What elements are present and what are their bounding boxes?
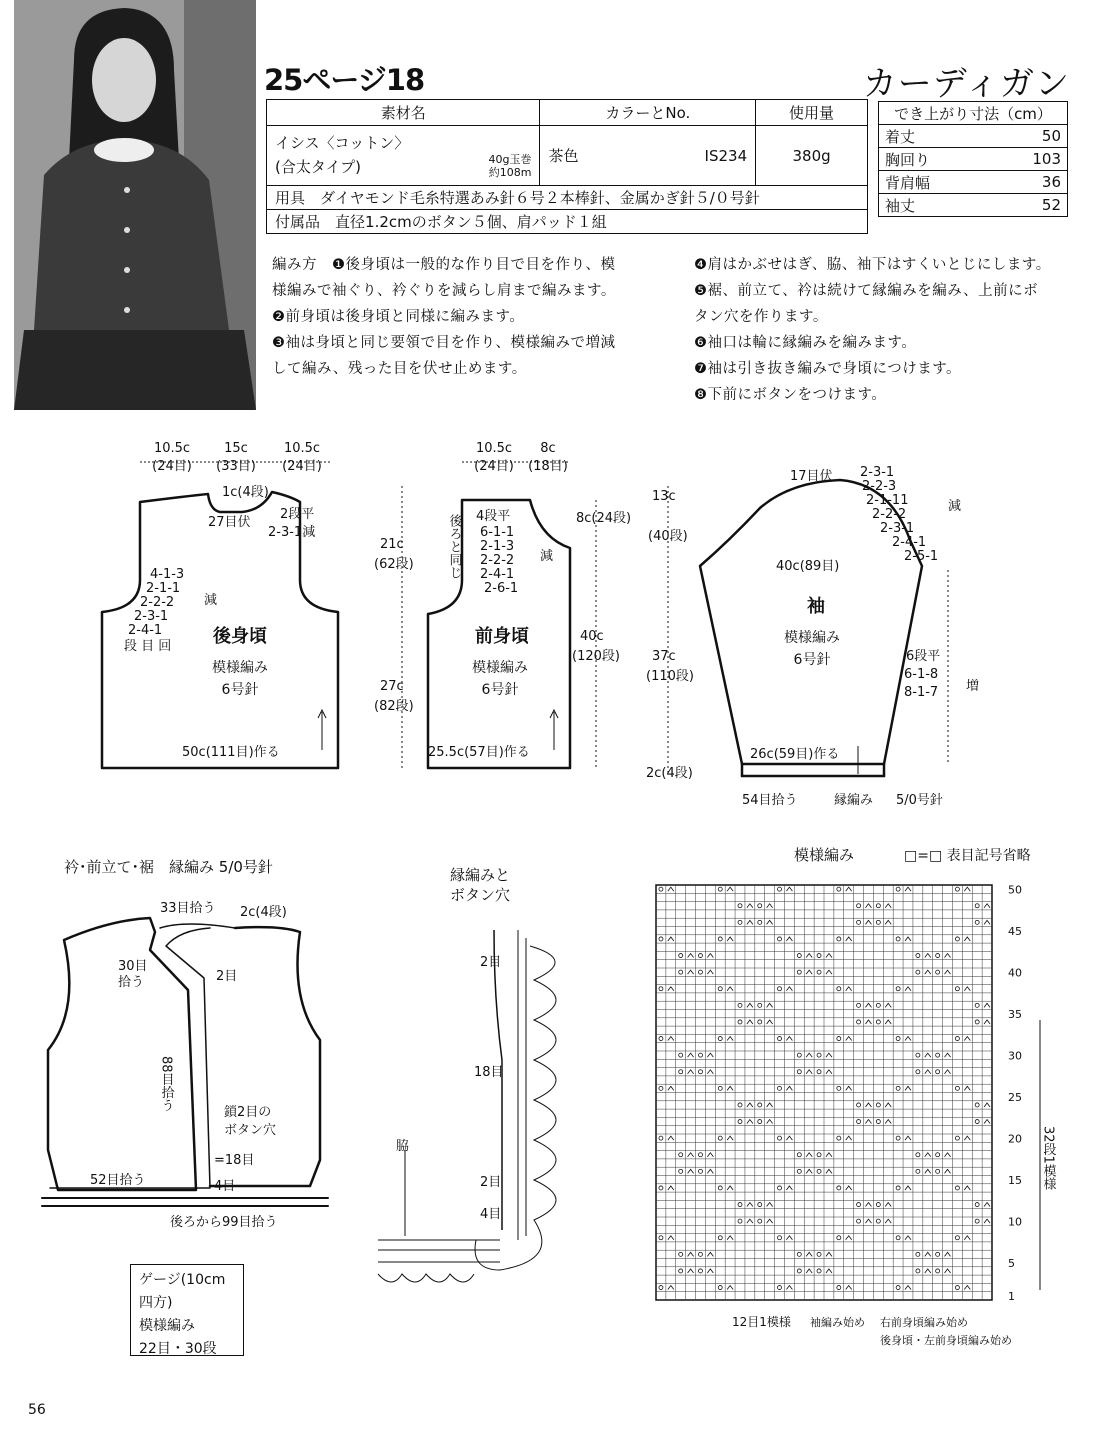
back-shoulder-dec: 2-3-1減	[268, 525, 316, 540]
back-title: 後身頃	[213, 626, 267, 647]
col-material: 素材名	[267, 100, 540, 126]
front-dec-label: 減	[540, 549, 554, 564]
color-name: 茶色	[548, 147, 579, 165]
collar-btn-hole2: ボタン穴	[224, 1123, 277, 1138]
sleeve-cap-dec: 2-5-1	[904, 549, 939, 564]
back-width-right-st: (24目)	[282, 459, 322, 474]
col-color: カラーとNo.	[540, 100, 756, 126]
collar-hem-pick: 52目拾う	[90, 1173, 146, 1188]
front-width-right-st: (18目)	[528, 459, 568, 474]
item-title: カーディガン	[862, 64, 1070, 104]
back-armhole-dec: 2-2-2	[140, 595, 175, 610]
band-outer	[160, 924, 235, 928]
back-armhole-dec: 2-3-1	[134, 609, 169, 624]
yarn-type: (合太タイプ)	[275, 157, 361, 176]
chart-title: 模様編み	[794, 846, 855, 864]
sleeve-body-height: 37c	[652, 649, 676, 664]
sleeve-cap-dec: 2-3-1	[860, 465, 895, 480]
chart-sleeve-start: 袖編み始め	[810, 1316, 865, 1329]
col-amount: 使用量	[756, 100, 868, 126]
sleeve-cap-dec: 2-2-3	[862, 479, 897, 494]
size-value: 103	[989, 148, 1068, 171]
accessories-label: 付属品	[275, 213, 321, 231]
gauge-box	[130, 1264, 244, 1356]
front-neck-dec: 4段平	[476, 509, 511, 524]
sleeve-cap-dec: 2-1-11	[866, 493, 909, 508]
front-neck-dec: 2-4-1	[480, 567, 515, 582]
back-neck-bind: 27目伏	[208, 515, 251, 530]
instruction-line: タン穴を作ります。	[694, 309, 828, 325]
instruction-line: ❹肩はかぶせはぎ、脇、袖下はすくいとじにします。	[694, 257, 1051, 273]
sleeve-edge-needle: 5/0号針	[896, 793, 943, 808]
chart-row-label: 1	[1008, 1290, 1015, 1303]
chart-stitch-repeat: 12目1模様	[732, 1315, 791, 1329]
back-width-left: 10.5c	[153, 441, 191, 456]
back-shoulder-flat: 2段平	[280, 507, 315, 522]
chart-row-label: 15	[1008, 1173, 1022, 1187]
sleeve-cap-height: 13c	[652, 489, 676, 504]
back-width-mid-st: (33目)	[216, 459, 256, 474]
edging-b: 18目	[474, 1065, 504, 1080]
size-label: 胸回り	[879, 148, 989, 171]
sleeve-edge: 縁編み	[834, 793, 874, 808]
front-pattern: 模様編み	[472, 660, 528, 676]
collar-row4: 4目	[214, 1179, 236, 1194]
size-value: 52	[989, 194, 1068, 217]
collar-row2: 2目	[216, 969, 238, 984]
yarn-name: イシス〈コットン〉	[275, 134, 410, 152]
size-label: 背肩幅	[879, 171, 989, 194]
back-armhole-dec: 4-1-3	[150, 567, 185, 582]
back-armhole-rows: (62段)	[374, 557, 414, 572]
back-width-mid: 15c	[224, 441, 248, 456]
size-value: 36	[989, 171, 1068, 194]
back-armhole-dec: 2-4-1	[128, 623, 163, 638]
gauge-pattern: 模様編み	[139, 1318, 195, 1334]
front-total-rows: (120段)	[572, 649, 620, 664]
back-cast-on: 50c(111目)作る	[182, 745, 280, 760]
sleeve-width: 40c(89目)	[776, 559, 840, 574]
instruction-line: 編み方 ❶後身頃は一般的な作り目で目を作り、模	[272, 257, 616, 273]
collar-btn-hole: 鎖2目の	[224, 1105, 272, 1120]
front-needle: 6号針	[481, 682, 519, 698]
collar-spacing: =18目	[214, 1153, 255, 1168]
edging-d: 4目	[480, 1207, 502, 1222]
edging-side: 脇	[396, 1139, 410, 1154]
front-total-height: 40c	[580, 629, 604, 644]
front-cast-on: 25.5c(57目)作る	[428, 745, 530, 760]
back-neck-depth: 1c(4段)	[222, 485, 269, 500]
edging-a: 2目	[480, 955, 502, 970]
pattern-chart-grid	[656, 885, 992, 1300]
instruction-line: ❷前身頃は後身頃と同様に編みます。	[272, 309, 525, 325]
sleeve-dec-label: 減	[948, 499, 962, 514]
back-pattern: 模様編み	[212, 660, 268, 676]
ball-length: 約108m	[488, 166, 532, 179]
tools-label: 用具	[275, 189, 306, 207]
page-reference: 25ページ18	[264, 63, 425, 97]
chart-row-label: 40	[1008, 966, 1022, 980]
instruction-line: ❽下前にボタンをつけます。	[694, 387, 887, 403]
collar-band-height: 2c(4段)	[240, 905, 287, 920]
collar-side-pick2: 拾う	[118, 975, 145, 990]
sleeve-cap-dec: 2-2-2	[872, 507, 907, 522]
chart-row-label: 45	[1008, 924, 1022, 938]
front-neck-dec: 2-6-1	[484, 581, 519, 596]
chart-legend: □=□ 表目記号省略	[904, 848, 1031, 864]
sleeve-cuff-height: 2c(4段)	[646, 766, 693, 781]
instruction-line: して編み、残った目を伏せ止めます。	[272, 361, 527, 377]
size-label: 袖丈	[879, 194, 989, 217]
back-dec-key: 段 目 回	[124, 639, 172, 654]
chart-row-label: 30	[1008, 1049, 1022, 1063]
sleeve-needle: 6号針	[793, 652, 831, 668]
page-number: 56	[28, 1402, 46, 1418]
sleeve-inc-label: 増	[966, 679, 980, 694]
front-width-left: 10.5c	[475, 441, 513, 456]
chart-row-label: 5	[1008, 1256, 1015, 1270]
gauge-value: 22目・30段	[139, 1341, 217, 1357]
back-dec-label: 減	[204, 593, 218, 608]
edging-title: 縁編みと	[449, 866, 511, 884]
collar-neck-pick: 33目拾う	[160, 901, 216, 916]
collar-side-pick: 30目	[118, 959, 148, 974]
size-label: 着丈	[879, 125, 989, 148]
back-body-rows: (82段)	[374, 699, 414, 714]
edging-c: 2目	[480, 1175, 502, 1190]
sleeve-inc: 6段平	[906, 649, 941, 664]
chart-repeat-label: 32段1模様	[1040, 1126, 1056, 1190]
sleeve-title: 袖	[807, 596, 825, 617]
back-armhole-dec: 2-1-1	[146, 581, 181, 596]
front-neck-dec: 6-1-1	[480, 525, 515, 540]
chart-row-label: 35	[1008, 1007, 1022, 1021]
sleeve-cast-on: 26c(59目)作る	[750, 747, 840, 762]
front-neck-height: 8c(24段)	[576, 511, 632, 526]
instruction-line: ❼袖は引き抜き編みで身頃につけます。	[694, 361, 962, 377]
color-number: IS234	[704, 146, 748, 165]
chart-right-front-start: 右前身頃編み始め	[880, 1316, 968, 1329]
tools: ダイヤモンド毛糸特選あみ針６号２本棒針、金属かぎ針５/０号針	[320, 189, 760, 207]
instruction-line: ❺裾、前立て、衿は続けて縁編みを編み、上前にボ	[694, 283, 1039, 299]
sleeve-body-rows: (110段)	[646, 669, 694, 684]
back-needle: 6号針	[221, 682, 259, 698]
front-title: 前身頃	[475, 626, 529, 647]
ball-weight: 40g玉巻	[488, 153, 532, 166]
sleeve-pattern: 模様編み	[784, 630, 840, 646]
sleeve-cap-dec: 2-4-1	[892, 535, 927, 550]
collar-front-pick: 88目拾う	[158, 1056, 174, 1112]
sleeve-top-bind: 17目伏	[790, 469, 833, 484]
back-armhole-height: 21c	[380, 537, 404, 552]
edging-title2: ボタン穴	[449, 886, 511, 904]
sleeve-pickup: 54目拾う	[742, 793, 798, 808]
instruction-line: ❸袖は身頃と同じ要領で目を作り、模様編みで増減	[272, 335, 616, 351]
accessories: 直径1.2cmのボタン５個、肩パッド１組	[335, 213, 607, 231]
back-width-left-st: (24目)	[152, 459, 192, 474]
sleeve-cap-dec: 2-3-1	[880, 521, 915, 536]
instruction-line: ❻袖口は輪に縁編みを編みます。	[694, 335, 917, 351]
chart-back-start: 後身頃・左前身頃編み始め	[880, 1334, 1012, 1347]
instruction-line: 様編みで袖ぐり、衿ぐりを減らし肩まで編みます。	[272, 283, 616, 299]
sleeve-inc: 6-1-8	[904, 667, 939, 682]
size-value: 50	[989, 125, 1068, 148]
chart-row-label: 10	[1008, 1215, 1022, 1229]
amount: 380g	[756, 126, 868, 186]
chart-row-label: 50	[1008, 883, 1022, 897]
back-body-height: 27c	[380, 679, 404, 694]
gauge-title: ゲージ(10cm四方)	[139, 1272, 226, 1311]
front-width-left-st: (24目)	[474, 459, 514, 474]
front-same-as-back: 後ろと同じ	[446, 514, 462, 579]
chart-row-label: 25	[1008, 1090, 1022, 1104]
collar-title: 衿･前立て･裾 縁編み 5/0号針	[64, 858, 273, 876]
front-neck-dec: 2-2-2	[480, 553, 515, 568]
front-width-right: 8c	[540, 441, 556, 456]
collar-back-pick: 後ろから99目拾う	[170, 1215, 278, 1230]
size-title: でき上がり寸法（cm）	[879, 102, 1068, 125]
chart-row-label: 20	[1008, 1132, 1022, 1146]
sleeve-cap-rows: (40段)	[648, 529, 688, 544]
front-neck-dec: 2-1-3	[480, 539, 515, 554]
sleeve-inc: 8-1-7	[904, 685, 939, 700]
back-width-right: 10.5c	[283, 441, 321, 456]
